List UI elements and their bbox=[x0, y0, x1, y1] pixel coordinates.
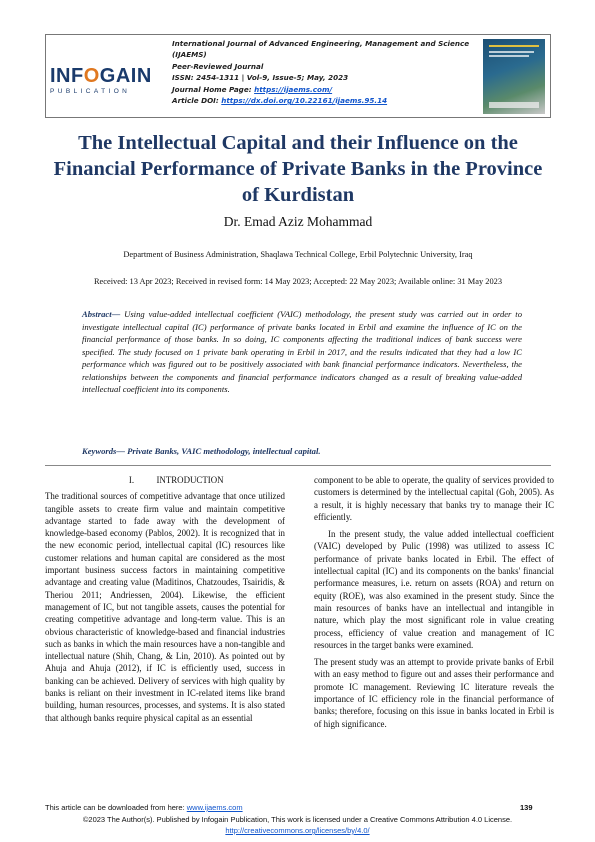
abstract bbox=[82, 308, 522, 396]
journal-abbrev: (IJAEMS) bbox=[172, 50, 207, 60]
author-name: Dr. Emad Aziz Mohammad bbox=[223, 214, 373, 229]
license-link[interactable]: http://creativecommons.org/licenses/by/4.0/ bbox=[225, 826, 370, 835]
license-line: ©2023 The Author(s). Published by Infogain Publication, This work is licensed under a Creative Commons Attribution 4.0 License. http://creativecommons.org/licenses/by/4.0/ bbox=[82, 815, 513, 835]
author-affiliation: Department of Business Administration, Shaqlawa Technical College, Erbil Polytechnic University, Iraq bbox=[123, 250, 473, 259]
paragraph: In the present study, the value added intellectual coefficient (VAIC) developed by Pulic (1998) was utilized to assess IC performance of private banks located in Erbil. The effect of intellectual capital (IC) and its components on the banks' financial performance measures, i.e. return on assets (ROA) and return on equity (ROE), was also examined in the present study. Since the main resources of banks have an intellectual and intangible in nature, which play the most significant role in value creating process, efficiency of value creation and management of IC resources in the target banks were examined. bbox=[314, 529, 554, 650]
peer-reviewed-label: Peer-Reviewed Journal bbox=[172, 61, 264, 71]
left-column bbox=[45, 474, 285, 729]
page-number: 139 bbox=[520, 803, 533, 812]
paragraph: The traditional sources of competitive advantage that once utilized tangible assets to create firm value and maintain competitive advantage started to fade away with the development of knowledge-based economy (Pablos, 2002). It is recognized that in the new economic period, intellectual capital (IC) resources like customer relations and human capital are considered as the most important business success factors in maintaining competitive advantage and creating value (Maditinos, Chatzoudes, Tsairidis, & Theriou 2011; Andriessen, 2004). Likewise, the efficient management of IC, but not tangible assets, causes the potential for creating competitive advantage and long-term value. This is an obvious characteristic of knowledge-based and financial industries such as banks in which the main resources have a non-tangible and intellectual nature (Shih, Chang, & Lin, 2010). As pointed out by Ahuja and Ahuja (2012), if IC is efficiently used, success in banking can be achieved. Delivery of services with high quality by banks is reliant on their investment in IC-related items like brand building, human resources, processes, and systems. It is also stated that although banks require physical capital as an essential bbox=[45, 491, 285, 723]
article-dates: Received: 13 Apr 2023; Received in revised form: 14 May 2023; Accepted: 22 May 2023; Available online: 31 May 2023 bbox=[93, 277, 503, 286]
download-link[interactable]: www.ijaems.com bbox=[186, 803, 243, 812]
journal-cover-image bbox=[483, 39, 545, 114]
keywords-label: Keywords— bbox=[82, 446, 128, 456]
abstract-label: Abstract— bbox=[82, 309, 125, 319]
paper-title: The Intellectual Capital and their Influence on the Financial Performance of Private Banks in the Province of Kurdistan bbox=[53, 132, 543, 206]
section-heading: I. INTRODUCTION bbox=[128, 475, 224, 485]
download-line: This article can be downloaded from here: www.ijaems.com bbox=[45, 803, 243, 812]
home-page-link[interactable]: https://ijaems.com/ bbox=[254, 84, 333, 94]
paragraph: component to be able to operate, the quality of services provided to customers is determined by the intellectual capital (Goh, 2005). As a result, it is highly necessary that banks try to manage their IC efficiently. bbox=[314, 475, 554, 522]
logo-subtitle: PUBLICATION bbox=[50, 88, 131, 95]
issn-line: ISSN: 2454-1311 | Vol-9, Issue-5; May, 2023 bbox=[172, 73, 349, 83]
journal-name: International Journal of Advanced Engineering, Management and Science bbox=[172, 39, 470, 48]
journal-info bbox=[172, 38, 477, 106]
doi-line: Article DOI: https://dx.doi.org/10.22161/ijaems.95.14 bbox=[172, 96, 388, 106]
section-divider bbox=[45, 465, 551, 466]
right-column bbox=[314, 474, 554, 735]
keywords-text: Private Banks, VAIC methodology, intellectual capital. bbox=[127, 446, 321, 456]
doi-link[interactable]: https://dx.doi.org/10.22161/ijaems.95.14 bbox=[221, 96, 388, 106]
abstract-text: Using value-added intellectual coefficient (VAIC) methodology, the present study was carried out in order to investigate intellectual capital (IC) performance of private banks located in Erbil and examine the influence of IC on the financial performance of those banks. In so doing, IC components affecting the traditional indices of bank success were specified. The study focused on 1 private bank operating in Erbil in 2017, and the results indicated that they had a low IC performance which was figured out to be positively associated with bank financial performance indicators. Nevertheless, the relationships between the components and financial performance indicators changed as a result of breaking value-added intellectual coefficient into its components. bbox=[82, 309, 522, 394]
publisher-logo bbox=[50, 65, 155, 101]
logo-wordmark: INFOGAIN bbox=[50, 65, 152, 87]
paragraph: The present study was an attempt to provide private banks of Erbil with an easy method to figure out and asses their performance and promote IC management. Reviewing IC literature reveals the importance of IC efficiency role in the financial performance of banks; therefore, focusing on this issue in banks located in Erbil is of high significance. bbox=[314, 657, 554, 729]
home-page-line: Journal Home Page: https://ijaems.com/ bbox=[172, 84, 333, 94]
keywords bbox=[82, 446, 522, 456]
